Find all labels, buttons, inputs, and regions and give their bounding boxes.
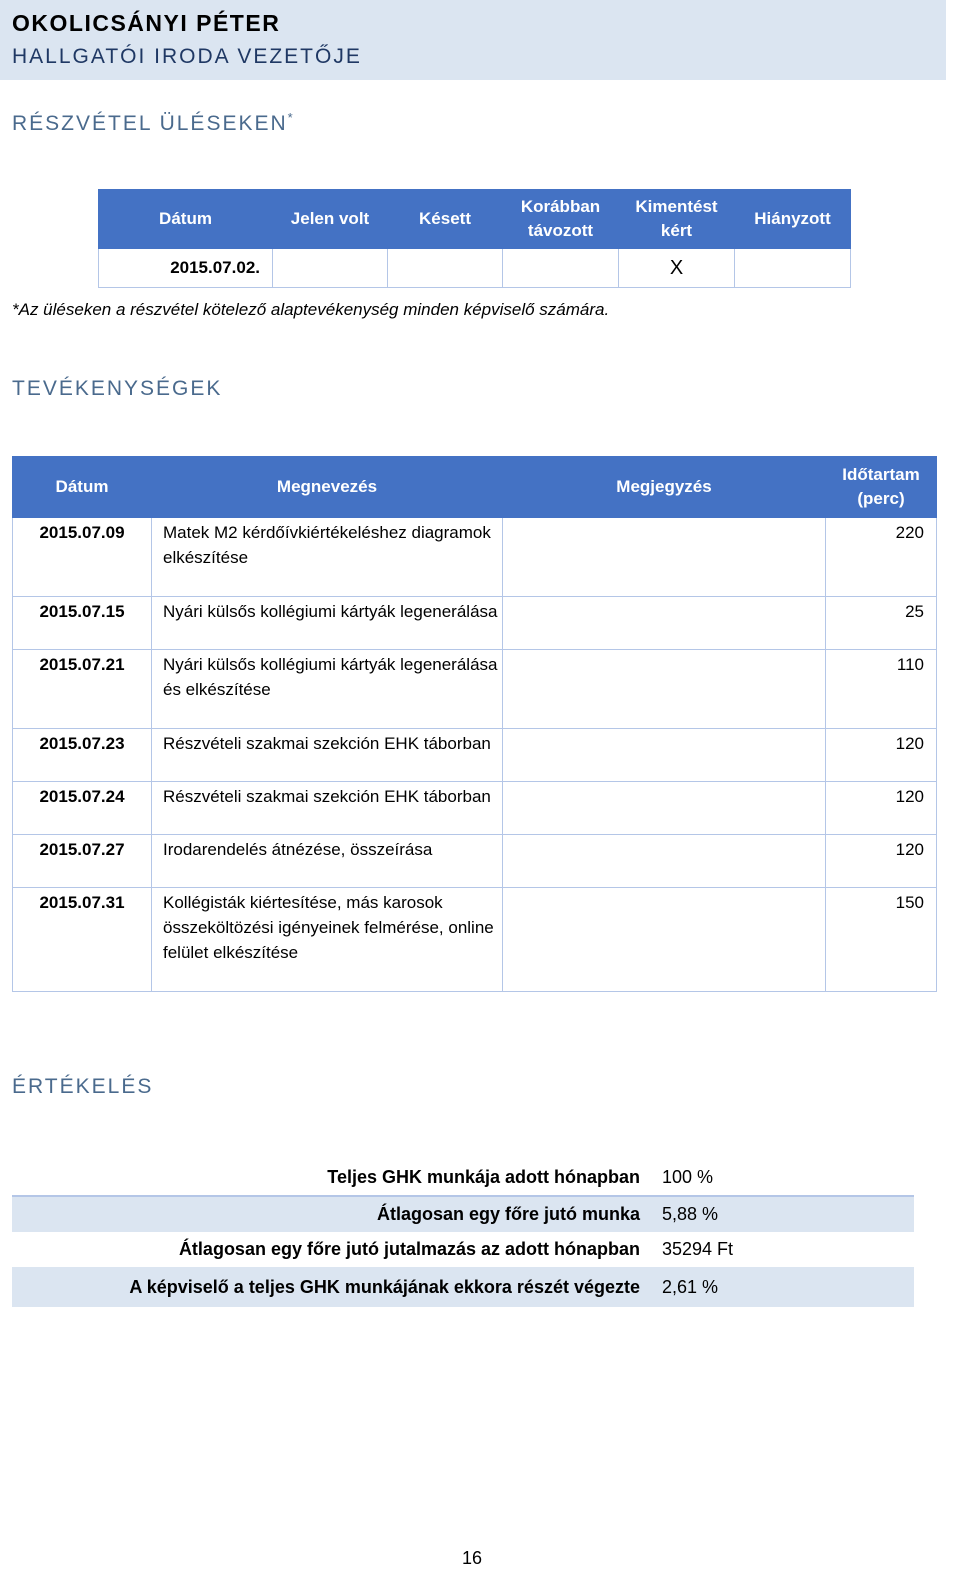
- act-duration: 220: [826, 518, 937, 597]
- act-note: [503, 518, 826, 597]
- act-duration: 120: [826, 729, 937, 782]
- act-duration: 25: [826, 597, 937, 650]
- act-col-note: Megjegyzés: [503, 457, 826, 518]
- activities-table: [12, 456, 937, 992]
- eval-value: 35294 Ft: [662, 1239, 734, 1259]
- act-name: Részvételi szakmai szekción EHK táborban: [152, 782, 503, 835]
- attendance-note: *Az üléseken a részvétel kötelező alaptevékenység minden képviselő számára.: [12, 300, 610, 319]
- table-row: [12, 1232, 914, 1267]
- attendance-title-text: RÉSZVÉTEL ÜLÉSEKEN: [12, 112, 288, 135]
- page-number: 16: [462, 1548, 483, 1568]
- att-col-absent: Hiányzott: [735, 190, 851, 249]
- table-row: [12, 1267, 914, 1307]
- evaluation-table: [12, 1160, 914, 1307]
- act-duration: 110: [826, 650, 937, 729]
- eval-label: Átlagosan egy főre jutó jutalmazás az adott hónapban: [178, 1239, 640, 1259]
- act-name: Irodarendelés átnézése, összeírása: [152, 835, 503, 888]
- attendance-table: [98, 189, 851, 288]
- attendance-title-mark: *: [287, 110, 295, 125]
- act-col-name: Megnevezés: [152, 457, 503, 518]
- table-row: [13, 518, 937, 597]
- act-name: Nyári külsős kollégiumi kártyák legenerálása és elkészítése: [152, 650, 503, 729]
- person-role: HALLGATÓI IRODA VEZETŐJE: [12, 45, 362, 68]
- table-row: [13, 650, 937, 729]
- act-note: [503, 729, 826, 782]
- table-row: [13, 888, 937, 992]
- eval-label: Teljes GHK munkája adott hónapban: [12, 1160, 662, 1196]
- eval-value: 5,88 %: [662, 1196, 914, 1232]
- table-row: [13, 835, 937, 888]
- eval-value: 100 %: [662, 1160, 914, 1196]
- attendance-row: [99, 249, 851, 288]
- table-row: [12, 1160, 914, 1196]
- activities-header-row: [13, 457, 937, 518]
- eval-label: A képviselő a teljes GHK munkájának ekkora részét végezte: [12, 1267, 662, 1307]
- act-date: 2015.07.31: [13, 888, 152, 992]
- act-note: [503, 782, 826, 835]
- table-row: [12, 1196, 914, 1232]
- person-name: OKOLICSÁNYI PÉTER: [12, 10, 281, 36]
- act-note: [503, 835, 826, 888]
- att-present: [273, 249, 388, 288]
- act-date: 2015.07.21: [13, 650, 152, 729]
- att-col-date: Dátum: [99, 190, 273, 249]
- activities-section-title: TEVÉKENYSÉGEK: [12, 377, 223, 400]
- eval-value: 2,61 %: [662, 1267, 914, 1307]
- act-note: [503, 650, 826, 729]
- act-name: Kollégisták kiértesítése, más karosok összeköltözési igényeinek felmérése, online felület elkészítése: [152, 888, 503, 992]
- act-date: 2015.07.27: [13, 835, 152, 888]
- act-col-duration: Időtartam (perc): [826, 457, 937, 518]
- act-date: 2015.07.24: [13, 782, 152, 835]
- act-duration: 120: [826, 835, 937, 888]
- att-col-left-early: Korábban távozott: [503, 190, 619, 249]
- act-col-date: Dátum: [13, 457, 152, 518]
- act-note: [503, 597, 826, 650]
- eval-label: Átlagosan egy főre jutó munka: [12, 1196, 662, 1232]
- att-col-excused: Kimentést kért: [619, 190, 735, 249]
- act-duration: 150: [826, 888, 937, 992]
- act-name: Nyári külsős kollégiumi kártyák legenerálása: [152, 597, 503, 650]
- att-late: [388, 249, 503, 288]
- header-band: [0, 0, 946, 80]
- att-left-early: [503, 249, 619, 288]
- act-date: 2015.07.15: [13, 597, 152, 650]
- act-duration: 120: [826, 782, 937, 835]
- act-name: Részvételi szakmai szekción EHK táborban: [152, 729, 503, 782]
- evaluation-section-title: ÉRTÉKELÉS: [12, 1075, 154, 1098]
- table-row: [13, 729, 937, 782]
- att-col-late: Késett: [388, 190, 503, 249]
- act-note: [503, 888, 826, 992]
- table-row: [13, 782, 937, 835]
- act-date: 2015.07.09: [13, 518, 152, 597]
- att-date: 2015.07.02.: [99, 249, 273, 288]
- act-name: Matek M2 kérdőívkiértékeléshez diagramok elkészítése: [152, 518, 503, 597]
- table-row: [13, 597, 937, 650]
- act-date: 2015.07.23: [13, 729, 152, 782]
- att-col-present: Jelen volt: [273, 190, 388, 249]
- attendance-header-row: [99, 190, 851, 249]
- att-excused: X: [619, 249, 735, 288]
- att-absent: [735, 249, 851, 288]
- attendance-section-title: [12, 110, 295, 136]
